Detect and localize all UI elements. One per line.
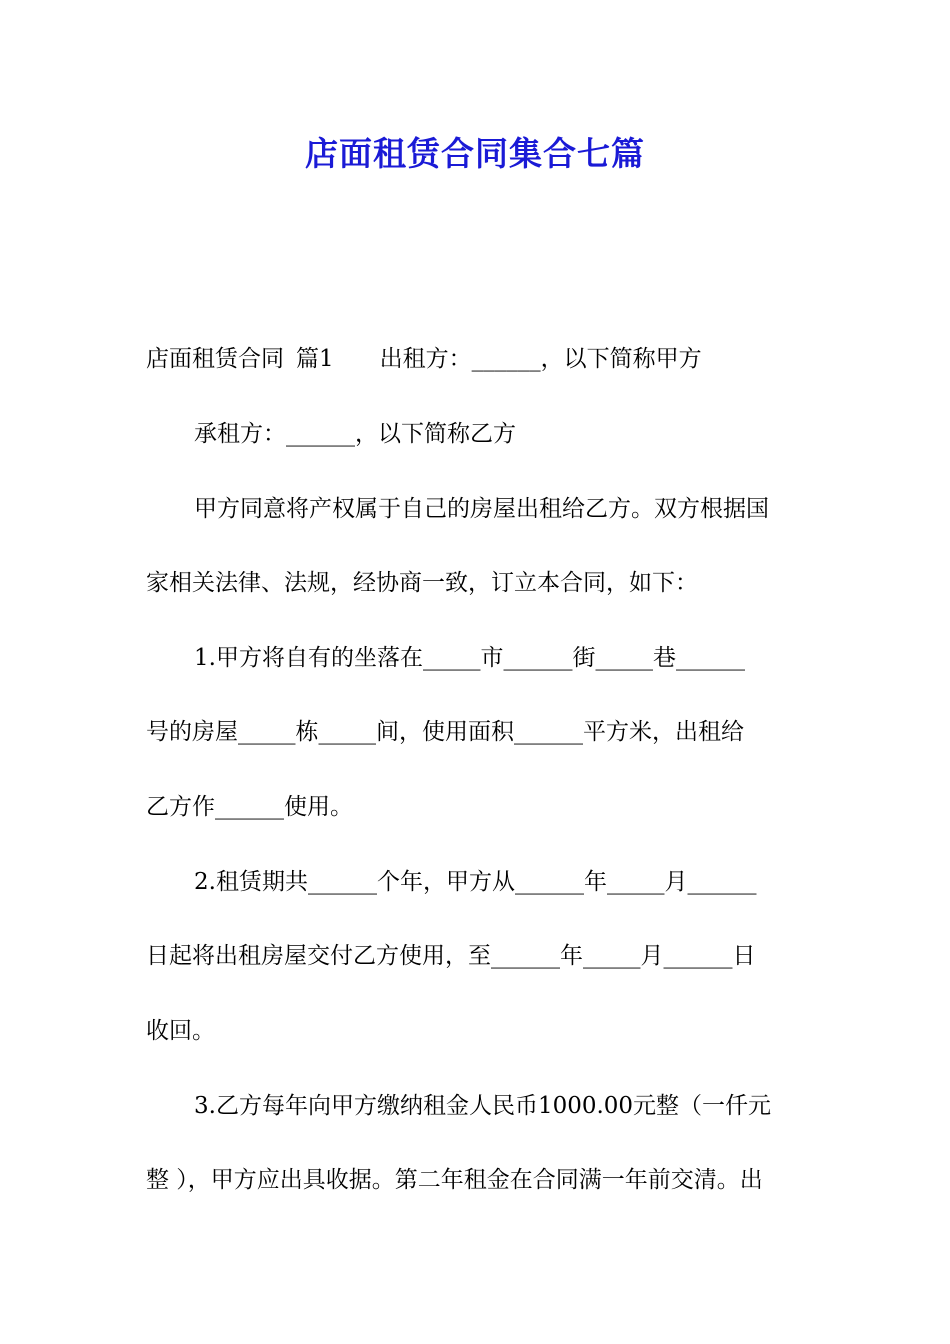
paragraph-line-1 (146, 344, 816, 374)
paragraph-line-2: 承租方：______，以下简称乙方 (194, 421, 516, 447)
paragraph-line-5: 1.甲方将自有的坐落在_____市______街_____巷______ (194, 645, 745, 671)
paragraph-line-11: 3.乙方每年向甲方缴纳租金人民币1000.00元整（一仟元 (194, 1093, 772, 1119)
paragraph-line-6: 号的房屋_____栋_____间，使用面积______平方米，出租给 (146, 719, 744, 745)
paragraph-line-3: 甲方同意将产权属于自己的房屋出租给乙方。双方根据国 (194, 496, 769, 522)
paragraph-line-12: 整 ），甲方应出具收据。第二年租金在合同满一年前交清。出 (146, 1167, 763, 1193)
paragraph-line-9: 日起将出租房屋交付乙方使用，至______年_____月______日 (146, 943, 756, 969)
section-number: 篇1 (296, 346, 334, 372)
paragraph-line-7: 乙方作______使用。 (146, 794, 353, 820)
paragraph-line-10: 收回。 (146, 1018, 215, 1044)
paragraph-line-8: 2.租赁期共______个年，甲方从______年_____月______ (194, 869, 757, 895)
section-heading: 店面租赁合同 (146, 346, 284, 372)
lessor-clause: 出租方：______，以下简称甲方 (379, 346, 702, 372)
document-title: 店面租赁合同集合七篇 (305, 134, 645, 173)
paragraph-line-4: 家相关法律、法规，经协商一致，订立本合同，如下： (146, 570, 698, 596)
